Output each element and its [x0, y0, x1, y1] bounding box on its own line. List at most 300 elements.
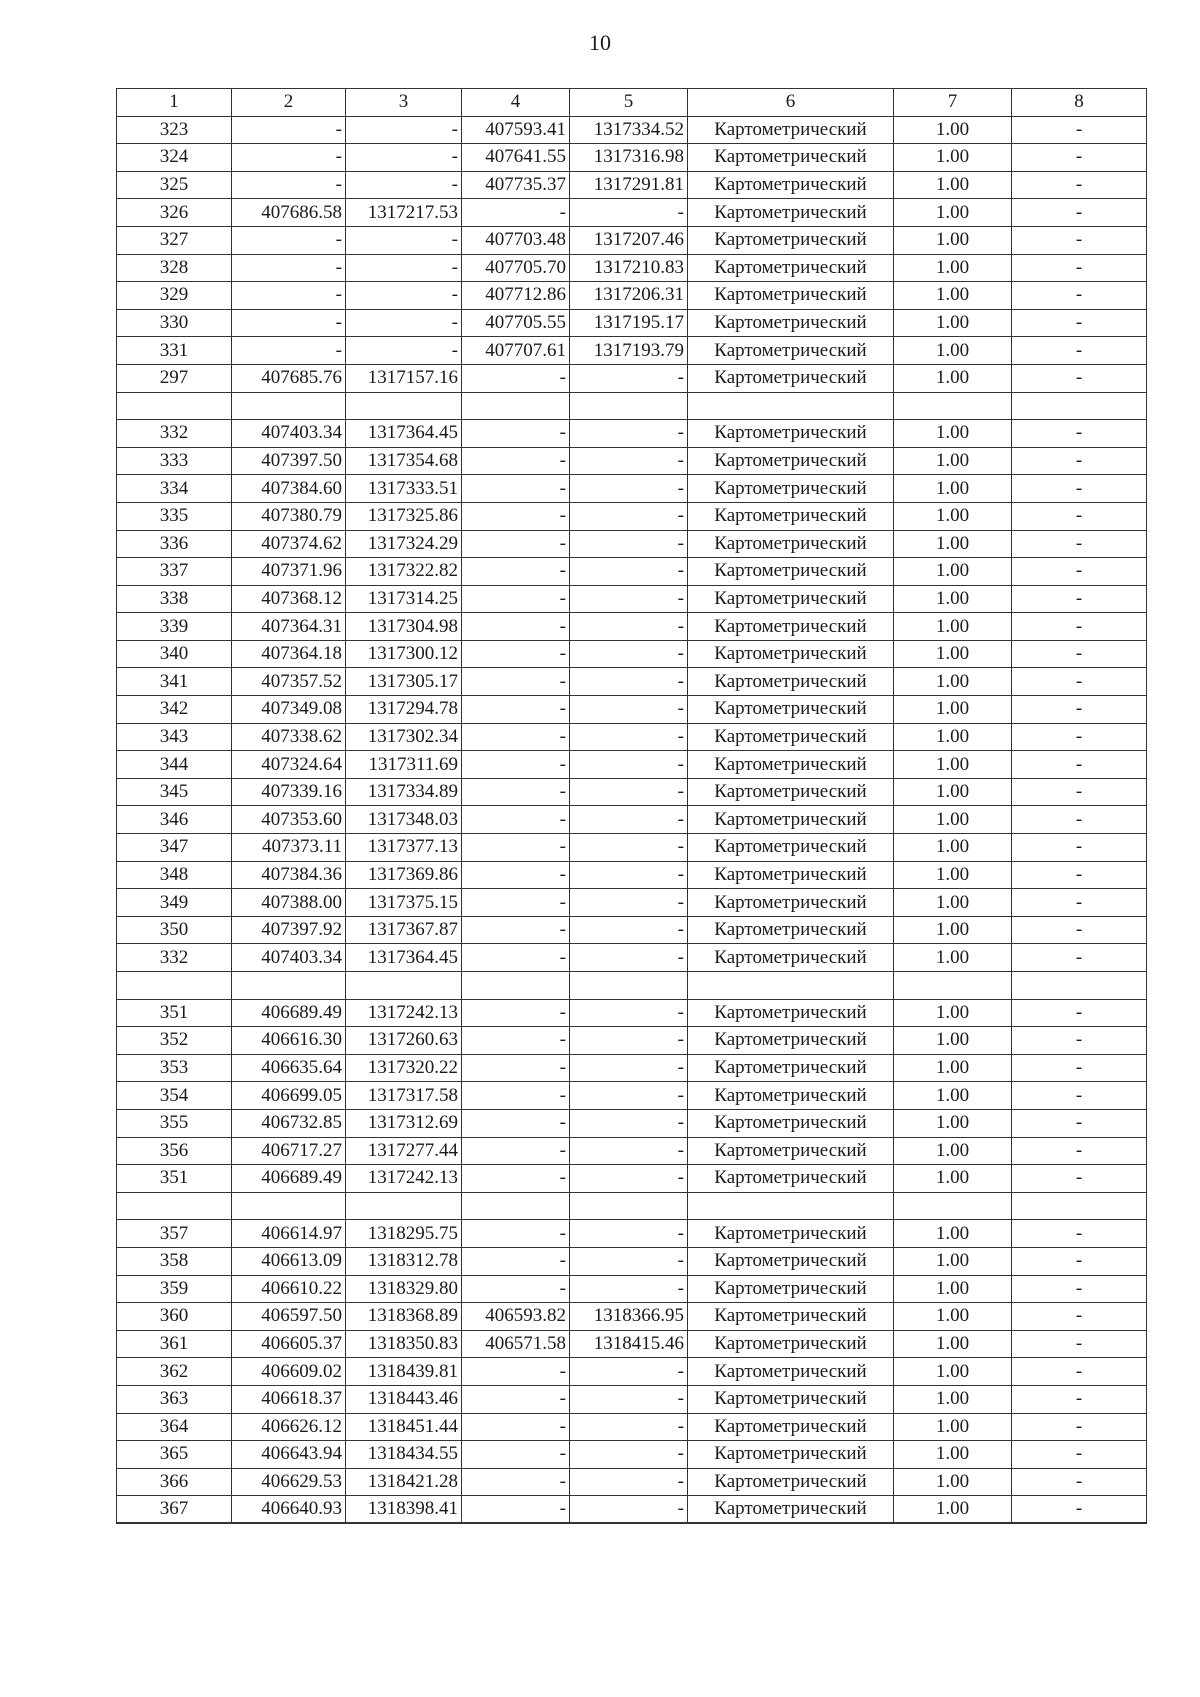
table-cell: Картометрический: [688, 116, 894, 144]
table-cell: -: [462, 806, 570, 834]
table-cell: -: [570, 585, 688, 613]
table-cell: 1.00: [894, 1027, 1012, 1055]
header-cell: 5: [570, 89, 688, 117]
table-cell: 1317195.17: [570, 309, 688, 337]
table-cell: 407388.00: [232, 889, 346, 917]
table-cell: 332: [117, 944, 232, 972]
table-cell: 1.00: [894, 420, 1012, 448]
table-cell: 347: [117, 834, 232, 862]
table-row: [117, 889, 1147, 917]
table-cell: 1.00: [894, 1137, 1012, 1165]
table-cell: Картометрический: [688, 1330, 894, 1358]
table-cell: 1.00: [894, 889, 1012, 917]
table-cell: -: [1012, 1247, 1147, 1275]
table-cell: -: [1012, 1496, 1147, 1524]
table-cell: -: [462, 944, 570, 972]
table-cell: 331: [117, 337, 232, 365]
table-cell: -: [570, 640, 688, 668]
table-cell: -: [1012, 861, 1147, 889]
table-cell: -: [570, 999, 688, 1027]
table-cell: 1.00: [894, 1109, 1012, 1137]
table-cell: 1318451.44: [346, 1413, 462, 1441]
table-cell: 407712.86: [462, 282, 570, 310]
table-cell: 1.00: [894, 1303, 1012, 1331]
table-cell: 326: [117, 199, 232, 227]
table-row: [117, 116, 1147, 144]
table-row: [117, 1027, 1147, 1055]
table-row: [117, 1247, 1147, 1275]
table-cell: 406610.22: [232, 1275, 346, 1303]
table-cell: 407641.55: [462, 144, 570, 172]
table-cell: 1317294.78: [346, 696, 462, 724]
table-cell: 407686.58: [232, 199, 346, 227]
table-cell: 351: [117, 1165, 232, 1193]
table-cell: 406629.53: [232, 1468, 346, 1496]
table-cell: [462, 1192, 570, 1220]
table-cell: 1318312.78: [346, 1247, 462, 1275]
table-cell: 1.00: [894, 916, 1012, 944]
table-cell: Картометрический: [688, 1054, 894, 1082]
table-cell: Картометрический: [688, 337, 894, 365]
table-cell: 354: [117, 1082, 232, 1110]
table-cell: 406689.49: [232, 999, 346, 1027]
table-cell: -: [1012, 226, 1147, 254]
table-cell: Картометрический: [688, 1027, 894, 1055]
table-row: [117, 861, 1147, 889]
table-row: [117, 1192, 1147, 1220]
table-cell: 406613.09: [232, 1247, 346, 1275]
table-cell: 1317364.45: [346, 420, 462, 448]
table-cell: 406597.50: [232, 1303, 346, 1331]
table-row: [117, 447, 1147, 475]
table-cell: -: [1012, 1385, 1147, 1413]
table-cell: 406571.58: [462, 1330, 570, 1358]
table-row: [117, 144, 1147, 172]
table-cell: 1.00: [894, 861, 1012, 889]
table-cell: [1012, 392, 1147, 420]
table-cell: [232, 1192, 346, 1220]
table-cell: 1.00: [894, 1330, 1012, 1358]
table-cell: -: [570, 806, 688, 834]
table-cell: -: [232, 144, 346, 172]
table-row: [117, 916, 1147, 944]
table-cell: -: [1012, 1358, 1147, 1386]
table-cell: Картометрический: [688, 1358, 894, 1386]
table-row: [117, 1358, 1147, 1386]
table-cell: 406732.85: [232, 1109, 346, 1137]
table-cell: -: [570, 944, 688, 972]
table-cell: 327: [117, 226, 232, 254]
table-cell: Картометрический: [688, 171, 894, 199]
table-cell: 1318350.83: [346, 1330, 462, 1358]
table-cell: -: [462, 1082, 570, 1110]
table-cell: 1317354.68: [346, 447, 462, 475]
table-cell: -: [346, 337, 462, 365]
table-cell: -: [570, 364, 688, 392]
table-cell: -: [570, 613, 688, 641]
table-cell: -: [570, 1358, 688, 1386]
table-cell: 1.00: [894, 1385, 1012, 1413]
table-cell: 353: [117, 1054, 232, 1082]
table-cell: 407349.08: [232, 696, 346, 724]
table-cell: -: [1012, 1468, 1147, 1496]
table-cell: -: [462, 668, 570, 696]
table-cell: [232, 972, 346, 1000]
table-row: [117, 640, 1147, 668]
table-cell: 1.00: [894, 199, 1012, 227]
table-cell: Картометрический: [688, 778, 894, 806]
table-cell: -: [462, 1247, 570, 1275]
table-cell: 1.00: [894, 1165, 1012, 1193]
table-cell: 358: [117, 1247, 232, 1275]
table-cell: 342: [117, 696, 232, 724]
table-header: [117, 89, 1147, 117]
table-cell: -: [1012, 1330, 1147, 1358]
table-cell: -: [570, 889, 688, 917]
table-cell: -: [1012, 1165, 1147, 1193]
header-row: [117, 89, 1147, 117]
table-cell: 1.00: [894, 1082, 1012, 1110]
table-cell: 406643.94: [232, 1441, 346, 1469]
table-row: [117, 806, 1147, 834]
table-cell: 1.00: [894, 447, 1012, 475]
table-cell: 363: [117, 1385, 232, 1413]
table-cell: -: [1012, 1137, 1147, 1165]
table-cell: -: [570, 1385, 688, 1413]
table-cell: Картометрический: [688, 613, 894, 641]
table-cell: 1317334.89: [346, 778, 462, 806]
table-cell: 332: [117, 420, 232, 448]
table-cell: Картометрический: [688, 1082, 894, 1110]
table-cell: 1317333.51: [346, 475, 462, 503]
table-cell: 1.00: [894, 530, 1012, 558]
table-cell: -: [232, 171, 346, 199]
table-cell: -: [1012, 530, 1147, 558]
table-cell: 1.00: [894, 254, 1012, 282]
table-cell: 351: [117, 999, 232, 1027]
table-row: [117, 834, 1147, 862]
table-cell: -: [462, 999, 570, 1027]
table-cell: -: [462, 778, 570, 806]
table-cell: 406640.93: [232, 1496, 346, 1524]
table-cell: 1.00: [894, 364, 1012, 392]
table-cell: 338: [117, 585, 232, 613]
table-cell: -: [1012, 696, 1147, 724]
table-cell: -: [570, 1137, 688, 1165]
table-cell: -: [346, 254, 462, 282]
table-cell: 324: [117, 144, 232, 172]
table-cell: 1.00: [894, 999, 1012, 1027]
table-cell: 1317322.82: [346, 558, 462, 586]
table-cell: 1317314.25: [346, 585, 462, 613]
table-row: [117, 392, 1147, 420]
table-cell: Картометрический: [688, 447, 894, 475]
table-cell: 1.00: [894, 1220, 1012, 1248]
table-row: [117, 613, 1147, 641]
table-cell: Картометрический: [688, 1303, 894, 1331]
table-row: [117, 751, 1147, 779]
table-cell: 367: [117, 1496, 232, 1524]
table-cell: [894, 972, 1012, 1000]
header-cell: 2: [232, 89, 346, 117]
table-cell: 1.00: [894, 309, 1012, 337]
table-cell: -: [346, 144, 462, 172]
table-cell: [1012, 1192, 1147, 1220]
table-cell: -: [462, 640, 570, 668]
table-cell: -: [570, 1413, 688, 1441]
table-cell: [688, 392, 894, 420]
table-cell: Картометрический: [688, 309, 894, 337]
table-cell: 356: [117, 1137, 232, 1165]
table-cell: 362: [117, 1358, 232, 1386]
table-row: [117, 1275, 1147, 1303]
table-cell: -: [1012, 999, 1147, 1027]
table-cell: -: [232, 309, 346, 337]
table-cell: 406609.02: [232, 1358, 346, 1386]
table-cell: -: [1012, 1303, 1147, 1331]
table-cell: -: [1012, 778, 1147, 806]
table-cell: 407338.62: [232, 723, 346, 751]
table-cell: 1.00: [894, 613, 1012, 641]
table-cell: [570, 1192, 688, 1220]
table-cell: Картометрический: [688, 1441, 894, 1469]
table-cell: -: [462, 420, 570, 448]
table-cell: Картометрический: [688, 1468, 894, 1496]
table-cell: 329: [117, 282, 232, 310]
table-cell: -: [570, 1247, 688, 1275]
table-cell: -: [462, 1220, 570, 1248]
table-cell: 1317210.83: [570, 254, 688, 282]
table-cell: Картометрический: [688, 751, 894, 779]
table-cell: 297: [117, 364, 232, 392]
table-row: [117, 944, 1147, 972]
table-cell: -: [346, 226, 462, 254]
table-cell: 1317334.52: [570, 116, 688, 144]
table-cell: -: [1012, 723, 1147, 751]
table-cell: -: [462, 558, 570, 586]
table-row: [117, 1385, 1147, 1413]
table-cell: -: [570, 447, 688, 475]
table-cell: 339: [117, 613, 232, 641]
table-cell: 346: [117, 806, 232, 834]
table-cell: 335: [117, 502, 232, 530]
table-cell: 407397.50: [232, 447, 346, 475]
table-cell: 330: [117, 309, 232, 337]
table-cell: Картометрический: [688, 1413, 894, 1441]
table-cell: [117, 1192, 232, 1220]
table-cell: -: [462, 861, 570, 889]
table-cell: 406614.97: [232, 1220, 346, 1248]
table-cell: 407397.92: [232, 916, 346, 944]
table-cell: 407403.34: [232, 944, 346, 972]
table-cell: Картометрический: [688, 364, 894, 392]
table-cell: -: [1012, 116, 1147, 144]
table-cell: [1012, 972, 1147, 1000]
table-cell: Картометрический: [688, 640, 894, 668]
table-cell: 1317311.69: [346, 751, 462, 779]
table-cell: Картометрический: [688, 889, 894, 917]
table-cell: 407380.79: [232, 502, 346, 530]
table-cell: Картометрический: [688, 1137, 894, 1165]
table-cell: Картометрический: [688, 226, 894, 254]
table-cell: 407368.12: [232, 585, 346, 613]
table-cell: 1317206.31: [570, 282, 688, 310]
table-cell: 1317277.44: [346, 1137, 462, 1165]
table-cell: 407353.60: [232, 806, 346, 834]
table-cell: Картометрический: [688, 254, 894, 282]
table-cell: -: [570, 751, 688, 779]
table-cell: -: [1012, 1275, 1147, 1303]
table-cell: -: [1012, 613, 1147, 641]
table-cell: -: [1012, 1054, 1147, 1082]
table-cell: -: [1012, 420, 1147, 448]
coordinates-table: [116, 88, 1147, 1524]
table-cell: Картометрический: [688, 834, 894, 862]
table-cell: -: [1012, 364, 1147, 392]
table-cell: 1318443.46: [346, 1385, 462, 1413]
table-cell: [894, 1192, 1012, 1220]
table-cell: 406626.12: [232, 1413, 346, 1441]
table-cell: 357: [117, 1220, 232, 1248]
table-cell: 349: [117, 889, 232, 917]
table-cell: 1.00: [894, 1468, 1012, 1496]
table-cell: 406618.37: [232, 1385, 346, 1413]
table-cell: 1.00: [894, 585, 1012, 613]
table-cell: 1.00: [894, 778, 1012, 806]
table-cell: 1317291.81: [570, 171, 688, 199]
table-cell: 1318295.75: [346, 1220, 462, 1248]
table-cell: -: [462, 1468, 570, 1496]
table-cell: -: [462, 751, 570, 779]
table-cell: 360: [117, 1303, 232, 1331]
table-cell: 406699.05: [232, 1082, 346, 1110]
table-cell: 1318421.28: [346, 1468, 462, 1496]
table-cell: 334: [117, 475, 232, 503]
table-cell: -: [1012, 558, 1147, 586]
table-row: [117, 1082, 1147, 1110]
table-cell: -: [570, 1441, 688, 1469]
table-cell: 1.00: [894, 834, 1012, 862]
header-cell: 8: [1012, 89, 1147, 117]
table-cell: -: [1012, 502, 1147, 530]
table-cell: 407593.41: [462, 116, 570, 144]
table-cell: 336: [117, 530, 232, 558]
table-row: [117, 723, 1147, 751]
table-cell: -: [1012, 337, 1147, 365]
table-cell: -: [462, 1165, 570, 1193]
table-cell: -: [1012, 1082, 1147, 1110]
table-cell: 337: [117, 558, 232, 586]
table-cell: -: [462, 613, 570, 641]
table-cell: 333: [117, 447, 232, 475]
table-cell: Картометрический: [688, 696, 894, 724]
table-cell: 406593.82: [462, 1303, 570, 1331]
table-cell: 406616.30: [232, 1027, 346, 1055]
table-cell: 407705.55: [462, 309, 570, 337]
table-cell: -: [570, 1054, 688, 1082]
table-cell: Картометрический: [688, 502, 894, 530]
table-cell: 407371.96: [232, 558, 346, 586]
table-cell: -: [462, 1413, 570, 1441]
table-cell: -: [462, 1109, 570, 1137]
table-cell: Картометрический: [688, 1220, 894, 1248]
table-cell: -: [346, 116, 462, 144]
table-cell: -: [1012, 447, 1147, 475]
table-cell: -: [1012, 475, 1147, 503]
table-cell: 1317157.16: [346, 364, 462, 392]
table-cell: Картометрический: [688, 861, 894, 889]
table-row: [117, 778, 1147, 806]
table-cell: -: [1012, 834, 1147, 862]
table-cell: -: [1012, 944, 1147, 972]
table-cell: -: [1012, 1027, 1147, 1055]
table-cell: -: [462, 530, 570, 558]
table-cell: -: [232, 116, 346, 144]
table-cell: 1.00: [894, 1496, 1012, 1524]
table-cell: [462, 972, 570, 1000]
table-cell: -: [1012, 144, 1147, 172]
table-cell: 406635.64: [232, 1054, 346, 1082]
table-row: [117, 585, 1147, 613]
header-cell: 6: [688, 89, 894, 117]
table-cell: 407705.70: [462, 254, 570, 282]
table-cell: [232, 392, 346, 420]
table-cell: -: [1012, 668, 1147, 696]
table-cell: 1318439.81: [346, 1358, 462, 1386]
table-cell: 407374.62: [232, 530, 346, 558]
table-row: [117, 1330, 1147, 1358]
table-cell: 1.00: [894, 171, 1012, 199]
table-cell: 1.00: [894, 806, 1012, 834]
table-row: [117, 420, 1147, 448]
table-cell: -: [1012, 254, 1147, 282]
table-cell: 1.00: [894, 116, 1012, 144]
table-row: [117, 530, 1147, 558]
table-cell: 407735.37: [462, 171, 570, 199]
table-cell: [346, 392, 462, 420]
table-cell: 1317304.98: [346, 613, 462, 641]
table-row: [117, 1165, 1147, 1193]
table-cell: 1317325.86: [346, 502, 462, 530]
table-cell: [462, 392, 570, 420]
table-cell: 1317217.53: [346, 199, 462, 227]
table-cell: Картометрический: [688, 1496, 894, 1524]
table-cell: -: [462, 364, 570, 392]
table-cell: -: [462, 916, 570, 944]
table-cell: -: [346, 171, 462, 199]
table-cell: 1.00: [894, 502, 1012, 530]
table-cell: -: [1012, 585, 1147, 613]
table-cell: -: [570, 502, 688, 530]
table-cell: -: [1012, 1220, 1147, 1248]
header-cell: 7: [894, 89, 1012, 117]
table-cell: [570, 972, 688, 1000]
table-body: [117, 116, 1147, 1523]
table-cell: 407364.31: [232, 613, 346, 641]
table-cell: 364: [117, 1413, 232, 1441]
table-cell: 359: [117, 1275, 232, 1303]
table-cell: -: [1012, 889, 1147, 917]
table-cell: -: [1012, 1109, 1147, 1137]
table-cell: 1317305.17: [346, 668, 462, 696]
table-row: [117, 364, 1147, 392]
table-cell: 1317302.34: [346, 723, 462, 751]
table-cell: -: [462, 1358, 570, 1386]
table-cell: -: [232, 226, 346, 254]
table-cell: Картометрический: [688, 1165, 894, 1193]
table-row: [117, 171, 1147, 199]
table-cell: 344: [117, 751, 232, 779]
